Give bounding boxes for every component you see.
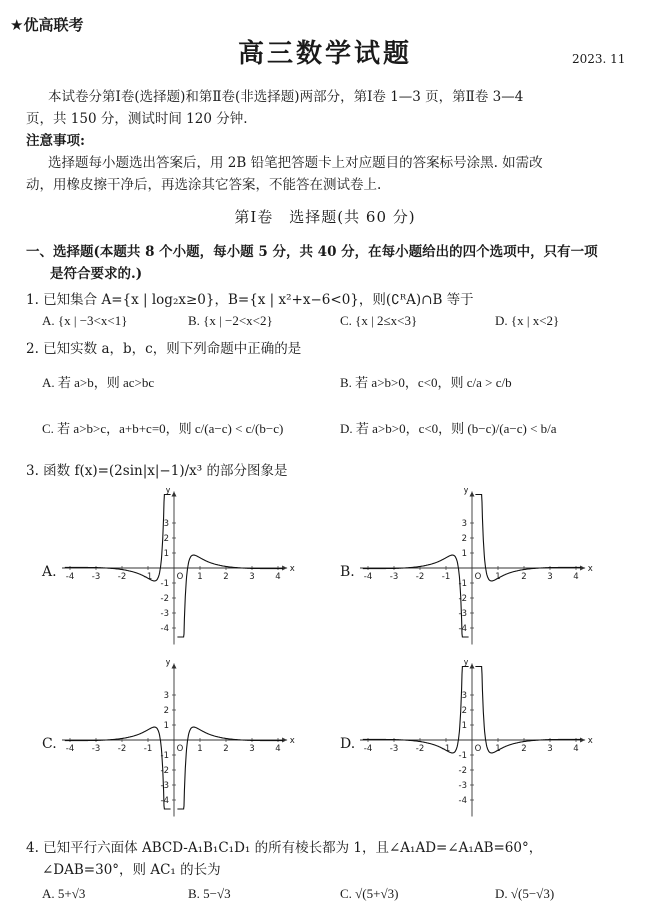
- question-3-stem: 3. 函数 f(x)=(2sin|x|−1)/x³ 的部分图象是: [26, 463, 288, 479]
- question-4-stem-line-2: ∠DAB=30°，则 AC₁ 的长为: [42, 862, 221, 878]
- x-tick-label: 2: [521, 744, 527, 754]
- notes-title: 注意事项:: [26, 133, 85, 149]
- x-tick-label: -1: [143, 572, 153, 582]
- intro-line-2: 页，共 150 分，测试时间 120 分钟.: [26, 111, 248, 127]
- question-3-option-d-label: D.: [340, 736, 356, 752]
- x-tick-label: 3: [249, 572, 255, 582]
- y-tick-label: -1: [458, 751, 467, 761]
- y-tick-label: 2: [163, 706, 169, 716]
- y-tick-label: -2: [458, 594, 467, 604]
- x-tick-label: 4: [275, 572, 281, 582]
- x-tick-label: -4: [65, 744, 75, 754]
- x-tick-label: -1: [441, 572, 451, 582]
- question-2-option-a: A. 若 a>b，则 ac>bc: [42, 375, 155, 390]
- graph-option-d: [360, 660, 610, 822]
- x-tick-label: -4: [363, 744, 373, 754]
- x-tick-label: 2: [223, 744, 229, 754]
- y-tick-label: -2: [160, 594, 169, 604]
- x-tick-label: 1: [197, 744, 203, 754]
- y-axis-arrow: [172, 664, 177, 669]
- question-1-option-a: A. {x | −3<x<1}: [42, 313, 128, 328]
- y-tick-label: 1: [163, 549, 169, 559]
- x-tick-label: 3: [547, 744, 553, 754]
- y-tick-label: -3: [458, 781, 467, 791]
- question-2-stem: 2. 已知实数 a，b，c，则下列命题中正确的是: [26, 341, 302, 357]
- y-tick-label: -1: [458, 579, 467, 589]
- x-tick-label: 2: [223, 572, 229, 582]
- x-axis-arrow: [282, 566, 287, 571]
- question-2-option-c: C. 若 a>b>c，a+b+c=0，则 c/(a−c) < c/(b−c): [42, 421, 284, 436]
- y-tick-label: 3: [163, 519, 169, 529]
- section-instructions-2: 是符合要求的.): [50, 266, 143, 282]
- page-title: 高三数学试题: [237, 39, 412, 69]
- x-tick-label: -1: [143, 744, 153, 754]
- x-axis-label: x: [587, 736, 593, 746]
- x-tick-label: -2: [117, 572, 127, 582]
- question-1-option-d: D. {x | x<2}: [495, 313, 560, 328]
- origin-label: O: [474, 572, 482, 582]
- question-4-stem-line-1: 4. 已知平行六面体 ABCD-A₁B₁C₁D₁ 的所有棱长都为 1，且∠A₁AD=∠A₁AB=60°，: [26, 840, 543, 856]
- x-tick-label: -1: [441, 744, 451, 754]
- y-tick-label: -4: [160, 796, 169, 806]
- question-3-option-a-label: A.: [42, 564, 57, 580]
- question-2-option-d: D. 若 a>b>0，c<0，则 (b−c)/(a−c) < b/a: [340, 421, 557, 436]
- x-axis-arrow: [580, 566, 585, 571]
- x-axis-arrow: [282, 738, 287, 743]
- y-tick-label: -3: [160, 609, 169, 619]
- x-tick-label: -2: [415, 572, 425, 582]
- section-instructions-1: 一、选择题(本题共 8 个小题，每小题 5 分，共 40 分，在每小题给出的四个选项中，只有一项: [26, 244, 598, 260]
- exam-date: 2023. 11: [572, 52, 626, 66]
- y-tick-label: -1: [160, 751, 169, 761]
- y-tick-label: -1: [160, 579, 169, 589]
- curve-left-branch: [363, 555, 469, 637]
- question-2-option-b: B. 若 a>b>0，c<0，则 c/a > c/b: [340, 375, 512, 390]
- origin-label: O: [176, 572, 184, 582]
- graph-option-c: [62, 660, 312, 822]
- x-tick-label: -2: [415, 744, 425, 754]
- x-tick-label: -3: [91, 572, 101, 582]
- intro-line-1: 本试卷分第Ⅰ卷(选择题)和第Ⅱ卷(非选择题)两部分，第Ⅰ卷 1—3 页，第Ⅱ卷 3—4: [48, 89, 524, 105]
- y-tick-label: 3: [461, 519, 467, 529]
- x-tick-label: -3: [389, 744, 399, 754]
- origin-label: O: [474, 744, 482, 754]
- y-axis-arrow: [172, 492, 177, 497]
- notes-line-2: 动，用橡皮擦干净后，再选涂其它答案，不能答在测试卷上.: [26, 177, 382, 193]
- curve-right-branch: [177, 727, 283, 809]
- y-axis-label: y: [165, 488, 171, 496]
- graph-option-a: [62, 488, 312, 650]
- x-tick-label: -2: [117, 744, 127, 754]
- question-1-stem: 1. 已知集合 A={x | log₂x≥0}，B={x | x²+x−6<0}，则(∁ᴿA)∩B 等于: [26, 292, 474, 308]
- curve-right-branch: [177, 555, 283, 637]
- x-tick-label: 1: [197, 572, 203, 582]
- y-tick-label: -4: [458, 624, 467, 634]
- x-tick-label: 2: [521, 572, 527, 582]
- question-4-option-b: B. 5−√3: [188, 886, 231, 901]
- y-axis-label: y: [165, 660, 171, 668]
- x-tick-label: -4: [65, 572, 75, 582]
- question-4-option-c: C. √(5+√3): [340, 886, 399, 901]
- x-tick-label: 4: [573, 572, 579, 582]
- y-axis-arrow: [470, 492, 475, 497]
- y-axis-label: y: [463, 660, 469, 668]
- y-tick-label: -3: [160, 781, 169, 791]
- y-tick-label: -2: [458, 766, 467, 776]
- y-tick-label: 3: [163, 691, 169, 701]
- question-1-option-b: B. {x | −2<x<2}: [188, 313, 273, 328]
- y-tick-label: 2: [461, 706, 467, 716]
- x-tick-label: -3: [91, 744, 101, 754]
- origin-label: O: [176, 744, 184, 754]
- y-tick-label: 1: [461, 721, 467, 731]
- x-tick-label: 3: [249, 744, 255, 754]
- question-3-option-b-label: B.: [340, 564, 355, 580]
- y-tick-label: -4: [458, 796, 467, 806]
- y-tick-label: 3: [461, 691, 467, 701]
- x-tick-label: -4: [363, 572, 373, 582]
- y-tick-label: 1: [461, 549, 467, 559]
- x-axis-label: x: [587, 564, 593, 574]
- question-3-option-c-label: C.: [42, 736, 57, 752]
- notes-line-1: 选择题每小题选出答案后，用 2B 铅笔把答题卡上对应题目的答案标号涂黑. 如需改: [48, 155, 543, 171]
- y-tick-label: 1: [163, 721, 169, 731]
- x-axis-label: x: [289, 564, 295, 574]
- question-4-option-d: D. √(5−√3): [495, 886, 555, 901]
- y-axis-arrow: [470, 664, 475, 669]
- x-tick-label: 1: [495, 744, 501, 754]
- y-tick-label: -2: [160, 766, 169, 776]
- x-tick-label: 4: [573, 744, 579, 754]
- question-4-option-a: A. 5+√3: [42, 886, 86, 901]
- brand-label: ★优高联考: [10, 16, 84, 34]
- y-axis-label: y: [463, 488, 469, 496]
- section-title: 第Ⅰ卷 选择题(共 60 分): [234, 208, 416, 226]
- curve-left-branch: [65, 727, 171, 809]
- y-tick-label: 2: [163, 534, 169, 544]
- x-axis-label: x: [289, 736, 295, 746]
- x-tick-label: -3: [389, 572, 399, 582]
- y-tick-label: -4: [160, 624, 169, 634]
- y-tick-label: 2: [461, 534, 467, 544]
- x-axis-arrow: [580, 738, 585, 743]
- graph-option-b: [360, 488, 610, 650]
- x-tick-label: 1: [495, 572, 501, 582]
- y-tick-label: -3: [458, 609, 467, 619]
- x-tick-label: 4: [275, 744, 281, 754]
- x-tick-label: 3: [547, 572, 553, 582]
- question-1-option-c: C. {x | 2≤x<3}: [340, 313, 418, 328]
